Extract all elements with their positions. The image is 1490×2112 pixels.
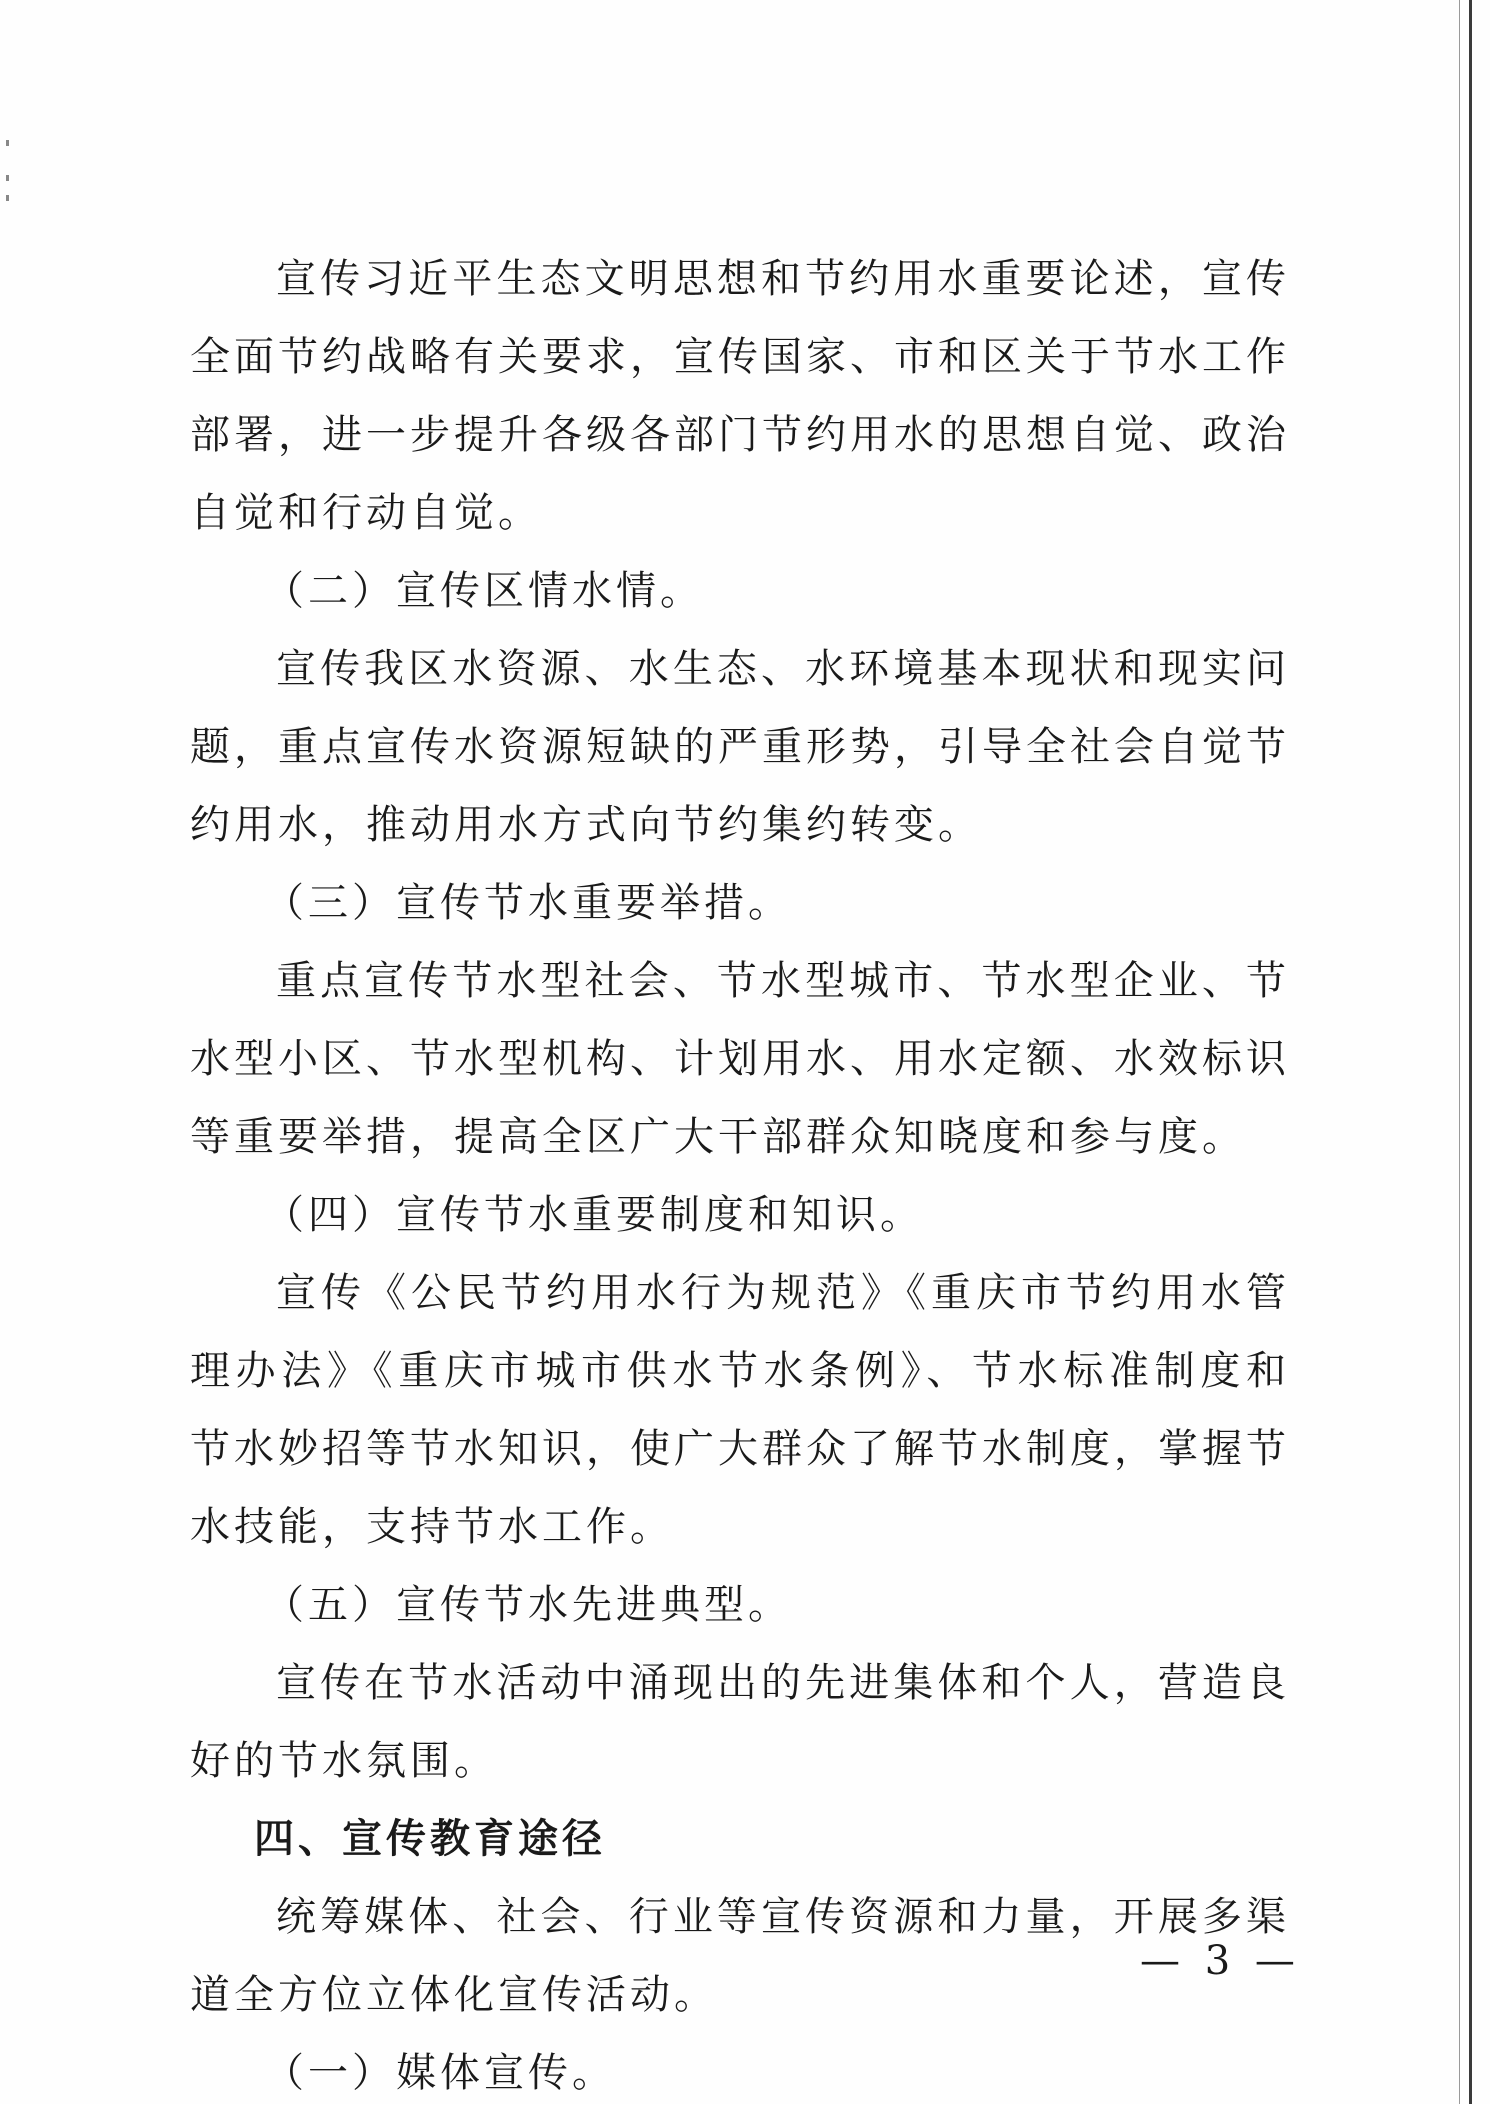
subsection-heading: （三）宣传节水重要举措。 xyxy=(264,880,792,926)
page-number: — 3 — xyxy=(1140,1938,1301,1984)
subsection-heading: （四）宣传节水重要制度和知识。 xyxy=(264,1192,924,1238)
document-body xyxy=(190,240,1290,2112)
paragraph: 宣传在节水活动中涌现出的先进集体和个人，营造良好的节水氛围。 xyxy=(190,1660,1290,1784)
paragraph: 宣传《公民节约用水行为规范》《重庆市节约用水管理办法》《重庆市城市供水节水条例》、节水标准制度和节水妙招等节水知识，使广大群众了解节水制度，掌握节水技能，支持节水工作。 xyxy=(190,1270,1290,1550)
scan-speck xyxy=(6,175,9,181)
scan-speck xyxy=(6,195,9,201)
scan-edge-inner xyxy=(1459,0,1460,2104)
paragraph: 宣传我区水资源、水生态、水环境基本现状和现实问题，重点宣传水资源短缺的严重形势，引导全社会自觉节约用水，推动用水方式向节约集约转变。 xyxy=(190,646,1290,848)
section-heading: 四、宣传教育途径 xyxy=(254,1816,606,1862)
paragraph: 宣传习近平生态文明思想和节约用水重要论述，宣传全面节约战略有关要求，宣传国家、市和区关于节水工作部署，进一步提升各级各部门节约用水的思想自觉、政治自觉和行动自觉。 xyxy=(190,256,1290,536)
subsection-heading: （五）宣传节水先进典型。 xyxy=(264,1582,792,1628)
scan-edge xyxy=(1469,0,1472,2104)
subsection-heading: （二）宣传区情水情。 xyxy=(264,568,704,614)
paragraph: 重点宣传节水型社会、节水型城市、节水型企业、节水型小区、节水型机构、计划用水、用水定额、水效标识等重要举措，提高全区广大干部群众知晓度和参与度。 xyxy=(190,958,1290,1160)
scan-speck xyxy=(6,140,9,146)
subsection-heading: （一）媒体宣传。 xyxy=(264,2050,616,2096)
paragraph: 统筹媒体、社会、行业等宣传资源和力量，开展多渠道全方位立体化宣传活动。 xyxy=(190,1894,1290,2018)
